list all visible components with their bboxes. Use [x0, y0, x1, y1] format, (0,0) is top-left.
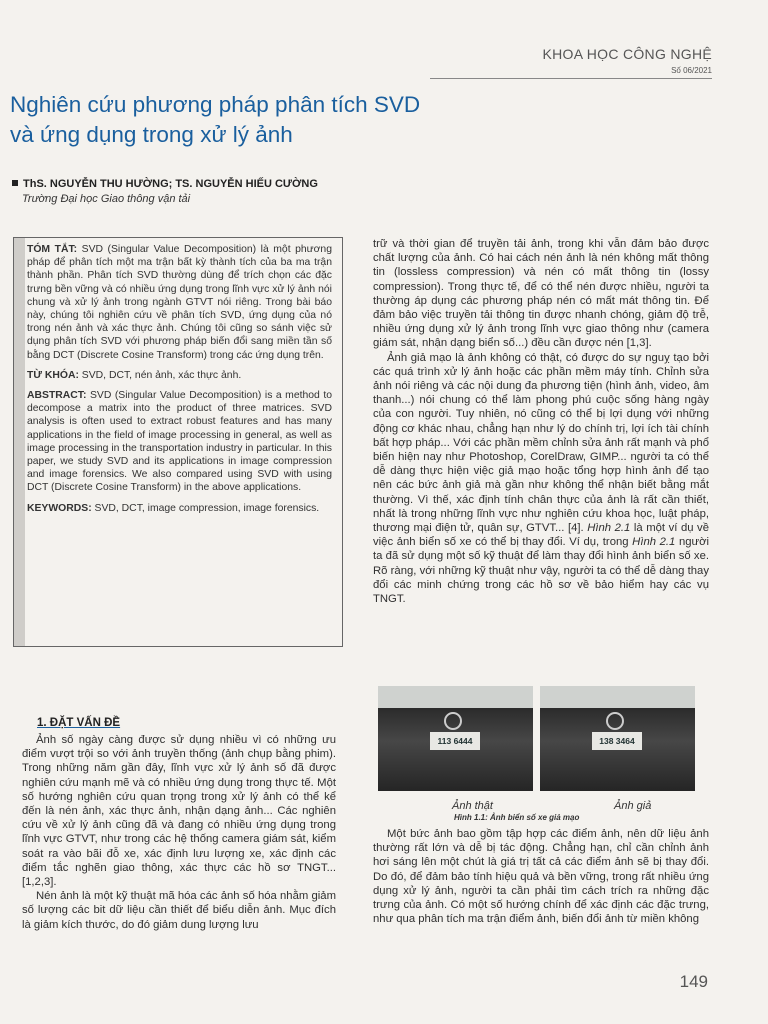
license-plate: 113 6444 — [430, 732, 480, 750]
photo-background — [540, 686, 695, 710]
license-plate: 138 3464 — [592, 732, 642, 750]
paragraph: Ảnh số ngày càng được sử dụng nhiều vì có những ưu điểm vượt trội so với ảnh truyền thống (ảnh chụp bằng phim). Trong những năm gần đây, lĩnh vực xử lý ảnh số đã được nghiên cứu mạnh mẽ và có nhiều ứng dụng trong thực tế. Một số hướng nghiên cứu quan trọng trong xử lý ảnh có thể kể đến là nén ảnh, xác thực ảnh, nhận dạng ảnh... Các nghiên cứu về xử lý ảnh cũng đã và đang có nhiều ứng dụng trong lĩnh vực GTVT, như trong các hệ thống camera giám sát, kiểm soát ra vào bãi đỗ xe, xác định lưu lượng xe, xác định các điểm tắc nghẽn giao thông, xác thực các hồ sơ TNGT... [1,2,3]. — [22, 734, 336, 889]
title-line-2: và ứng dụng trong xử lý ảnh — [10, 122, 293, 147]
header-divider — [430, 78, 712, 79]
affiliation: Trường Đại học Giao thông vận tải — [22, 193, 191, 205]
text-run: người ta đã sử dụng một số kỹ thuật để làm thay đổi hình ảnh biển số xe. Rõ ràng, với những kỹ thuật như vậy, người ta có thể dễ dàng thay đổi các minh chứng trong các hồ sơ về bảo hiểm hay các vụ TNGT. — [373, 536, 709, 606]
car-logo-icon — [606, 712, 624, 730]
paragraph: Một bức ảnh bao gồm tập hợp các điểm ảnh, nên dữ liệu ảnh thường rất lớn và dễ bị tác động. Chẳng hạn, chỉ cần chỉnh ảnh hơi sáng lên một chút là giá trị tất cả các điểm ảnh sẽ bị thay đổi. Do đó, để đảm bảo tính hiệu quả và bền vững, trong rất nhiều ứng dụng xử lý ảnh, người ta cần phải tìm cách trích ra những đặc trưng của ảnh. Có một số hướng chính để xác định các đặc trưng, như qua phân tích ma trận điểm ảnh, biến đổi ảnh từ miền không — [373, 828, 709, 926]
abstract-vi — [27, 243, 332, 362]
car-logo-icon — [444, 712, 462, 730]
tomtat-body: SVD (Singular Value Decomposition) là một phương pháp để phân tích một ma trận bất kỳ thành tích của ba ma trận thành phần. Phân tích SVD thường dùng để trích chọn các đặc trưng bền vững và có nhiều ứng dụng trong lĩnh vực xử lý ảnh nói chung và xử lý ảnh trong ngành GTVT nói riêng. Trong bài báo này, chúng tôi nghiên cứu về phân tích SVD, ứng dụng của nó trong nén ảnh và xác thực ảnh. Chúng tôi cũng so sánh việc sử dụng phân tích SVD với phương pháp biến đổi sang miền tần số bằng DCT (Discrete Cosine Transform) trong các ứng dụng trên. — [27, 244, 332, 361]
figure-caption: Hình 1.1: Ảnh biển số xe giả mạo — [454, 813, 580, 822]
article-title — [10, 90, 610, 150]
abstract-en-body: SVD (Singular Value Decomposition) is a method to decompose a matrix into the product of three matrices. SVD analysis is often used to extract robust features and has many applications in the field of image processing in general, as well as image processing in the transportation industry in particular. In this paper, we study SVD and its applications in image compression and image forensics. We also compared using SVD with using DCT (Discrete Cosine Transform) in the above applications. — [27, 390, 332, 494]
photo-real-plate — [378, 686, 533, 791]
figure-label-fake: Ảnh giả — [614, 800, 652, 812]
authors — [12, 178, 318, 190]
left-column-text — [22, 733, 336, 932]
right-column-text-bottom — [373, 827, 709, 926]
abstract-text — [27, 243, 332, 522]
text-run: Ảnh giả mạo là ảnh không có thật, có được do sự nguỵ tạo bởi các quá trình xử lý ảnh hoặc các phần mềm máy tính. Chỉnh sửa ảnh nói riêng và các nội dung đa phương tiện (hình ảnh, video, âm thanh...) nói chung có thể làm phong phú cuộc sống hàng ngày của con người. Tuy nhiên, nó cũng có thể bị lợi dụng với những động cơ khác nhau, chẳng hạn như lý do chính trị, lợi ích tài chính bất hợp pháp... Với các phần mềm chỉnh sửa ảnh rất mạnh và phổ biến hiện nay như Photoshop, CorelDraw, GIMP... người ta có thể dễ dàng thực hiện việc giả mạo hoặc tổng hợp hình ảnh để tạo nên các bức ảnh giả mà gần như không thể nhận biết bằng mắt thường. Vì thế, xác định tính chân thực của ảnh là rất cần thiết, nhất là trong những lĩnh vực như nghiên cứu khoa học, luật pháp, thương mại điện tử, quân sự, GTVT... [4]. — [373, 351, 709, 535]
right-column-text — [373, 237, 709, 606]
abstract-side-bar — [14, 238, 25, 646]
keywords-vi — [27, 369, 332, 382]
abstract-en — [27, 389, 332, 495]
paragraph: trữ và thời gian để truyền tải ảnh, trong khi vẫn đảm bảo được chất lượng của ảnh. Có hai cách nén ảnh là nén không mất thông tin (lossless compression) và nén có mất thông tin (lossy compression). Trong thực tế, để có thể nén được nhiều, người ta thường áp dụng các phương pháp nén có mất mát thông tin. Để đảm bảo việc truyền tải thông tin được nhanh chóng, giảm độ trễ, nhiều ứng dụng xử lý ảnh trong lĩnh vực giao thông như (camera giám sát, nhận dạng biển số...) đều cần được nén [1,3]. — [373, 238, 709, 350]
bullet-square-icon — [12, 180, 18, 186]
figure-ref: Hình 2.1 — [632, 536, 676, 549]
paragraph — [373, 351, 709, 607]
author-names: ThS. NGUYỄN THU HƯỜNG; TS. NGUYỄN HIẾU CƯỜNG — [23, 178, 318, 190]
photo-background — [378, 686, 533, 710]
text-run: là một ví dụ về việc ảnh biển số xe có thể bị thay đổi. Ví dụ, trong — [373, 522, 709, 549]
paragraph: Nén ảnh là một kỹ thuật mã hóa các ảnh số hóa nhằm giảm số lượng các bit dữ liệu cần thiết để biểu diễn ảnh. Mục đích là giảm kích thước, do đó giảm dung lượng lưu — [22, 890, 336, 931]
keywords-label: KEYWORDS: — [27, 502, 92, 514]
figure-ref: Hình 2.1 — [587, 522, 631, 535]
tomtat-label: TÓM TẮT: — [27, 244, 78, 255]
keywords-en — [27, 502, 332, 515]
abstract-label: ABSTRACT: — [27, 390, 87, 402]
figure-label-real: Ảnh thật — [452, 800, 493, 812]
title-line-1: Nghiên cứu phương pháp phân tích SVD — [10, 92, 421, 117]
tukhoa-body: SVD, DCT, nén ảnh, xác thực ảnh. — [78, 369, 242, 381]
issue-number: Số 06/2021 — [671, 66, 712, 75]
journal-section-label: KHOA HỌC CÔNG NGHỆ — [542, 46, 712, 62]
photo-fake-plate — [540, 686, 695, 791]
tukhoa-label: TỪ KHÓA: — [27, 369, 79, 381]
section-heading: 1. ĐẶT VẤN ĐỀ — [37, 717, 121, 729]
keywords-en-body: SVD, DCT, image compression, image forensics. — [91, 502, 320, 514]
page-number: 149 — [679, 972, 708, 991]
